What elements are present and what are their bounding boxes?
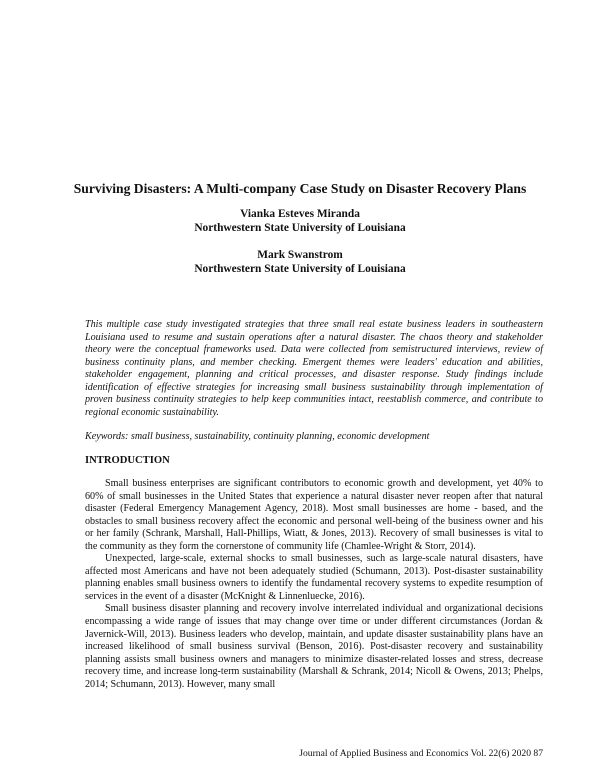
author-block-2 [0,249,600,276]
author-name: Vianka Esteves Miranda [240,208,360,220]
body-paragraph: Unexpected, large-scale, external shocks to small businesses, such as large-scale natural disasters, have affected most Americans and have not been adequately studied (Schumann, 2013). Post-disaster sustainability planning enables small business owners to identify the fundamental recovery systems to expedite resumption of services in the event of a disaster (McKnight & Linnenluecke, 2016). [85,553,543,602]
author-affiliation: Northwestern State University of Louisiana [194,262,406,275]
body-paragraph: Small business enterprises are significant contributors to economic growth and development, yet 40% to 60% of small businesses in the United States that experience a natural disaster never reopen after that natural disaster (Federal Emergency Management Agency, 2018). Most small businesses are home - based, and the obstacles to small business recovery affect the economic and personal well-being of the business owner and his or her family (Schrank, Marshall, Hall-Phillips, Wiatt, & Jones, 2013). Recovery of small businesses is vital to the community as they form the cornerstone of community life (Chamlee-Wright & Storr, 2014). [85,478,543,552]
author-affiliation: Northwestern State University of Louisiana [194,221,406,234]
page-footer: Journal of Applied Business and Economics Vol. 22(6) 2020 87 [299,748,543,759]
author-block-1 [0,208,600,235]
body-text [85,478,543,691]
paper-title: Surviving Disasters: A Multi-company Case Study on Disaster Recovery Plans [73,181,527,196]
keywords: Keywords: small business, sustainability, continuity planning, economic development [85,431,430,442]
author-name: Mark Swanstrom [257,249,343,261]
body-paragraph: Small business disaster planning and recovery involve interrelated individual and organizational decisions encompassing a wide range of issues that may change over time or under different circumstances (Jordan & Javernick-Will, 2013). Business leaders who develop, maintain, and update disaster sustainability plans have an increased likelihood of small business survival (Benson, 2016). Post-disaster recovery and sustainability planning assists small business owners and managers to minimize disaster-related losses and stress, decrease recovery time, and increase long-term sustainability (Marshall & Schrank, 2014; Nicoll & Owens, 2013; Phelps, 2014; Schumann, 2013). However, many small [85,603,543,690]
section-heading-introduction: INTRODUCTION [85,455,170,466]
abstract: This multiple case study investigated strategies that three small real estate business leaders in southeastern Louisiana used to resume and sustain operations after a natural disaster. The chaos theory and stakeholder theory were the conceptual frameworks used. Data were collected from semistructured interviews, review of business continuity plans, and member checking. Emergent themes were leaders' education and abilities, stakeholder engagement, planning and critical processes, and disaster response. Study findings include identification of effective strategies for increasing small business sustainability through implementation of proven business continuity strategies to help keep communities intact, reestablish commerce, and contribute to regional economic sustainability. [85,319,543,418]
